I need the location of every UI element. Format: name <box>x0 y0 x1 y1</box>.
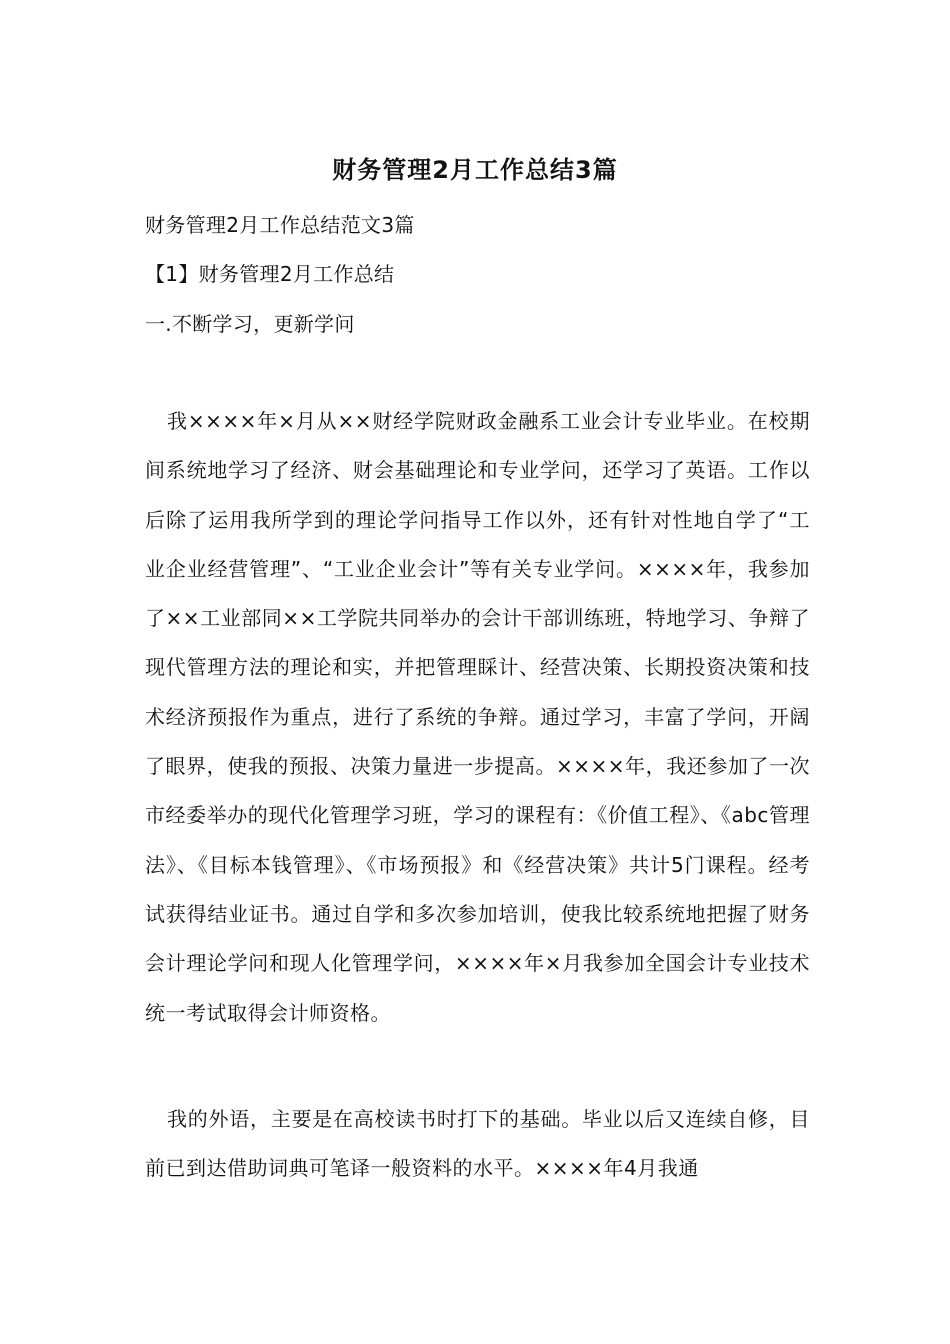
body-paragraph-2: 我的外语，主要是在高校读书时打下的基础。毕业以后又连续自修，目前已到达借助词典可笔译一般资料的水平。××××年4月我通 <box>145 1107 810 1180</box>
body-paragraph-1: 我××××年×月从××财经学院财政金融系工业会计专业毕业。在校期间系统地学习了经济、财会基础理论和专业学问，还学习了英语。工作以后除了运用我所学到的理论学问指导工作以外，还有针对性地自学了“工业企业经营管理”、“工业企业会计”等有关专业学问。××××年，我参加了××工业部同××工学院共同举办的会计干部训练班，特地学习、争辩了现代管理方法的理论和实，并把管理睬计、经营决策、长期投资决策和技术经济预报作为重点，进行了系统的争辩。通过学习，丰富了学问，开阔了眼界，使我的预报、决策力量进一步提高。××××年，我还参加了一次市经委举办的现代化管理学习班，学习的课程有：《价值工程》、《abc管理法》、《目标本钱管理》、《市场预报》和《经营决策》共计5门课程。经考试获得结业证书。通过自学和多次参加培训，使我比较系统地把握了财务会计理论学问和现人化管理学问，××××年×月我参加全国会计专业技术统一考试取得会计师资格。 <box>145 409 810 1025</box>
document-title: 财务管理2月工作总结3篇 <box>332 156 618 184</box>
document-subtitle: 财务管理2月工作总结范文3篇 <box>145 213 415 237</box>
section-heading: 【1】财务管理2月工作总结 <box>145 262 395 286</box>
subsection-heading: 一.不断学习，更新学问 <box>145 312 355 336</box>
